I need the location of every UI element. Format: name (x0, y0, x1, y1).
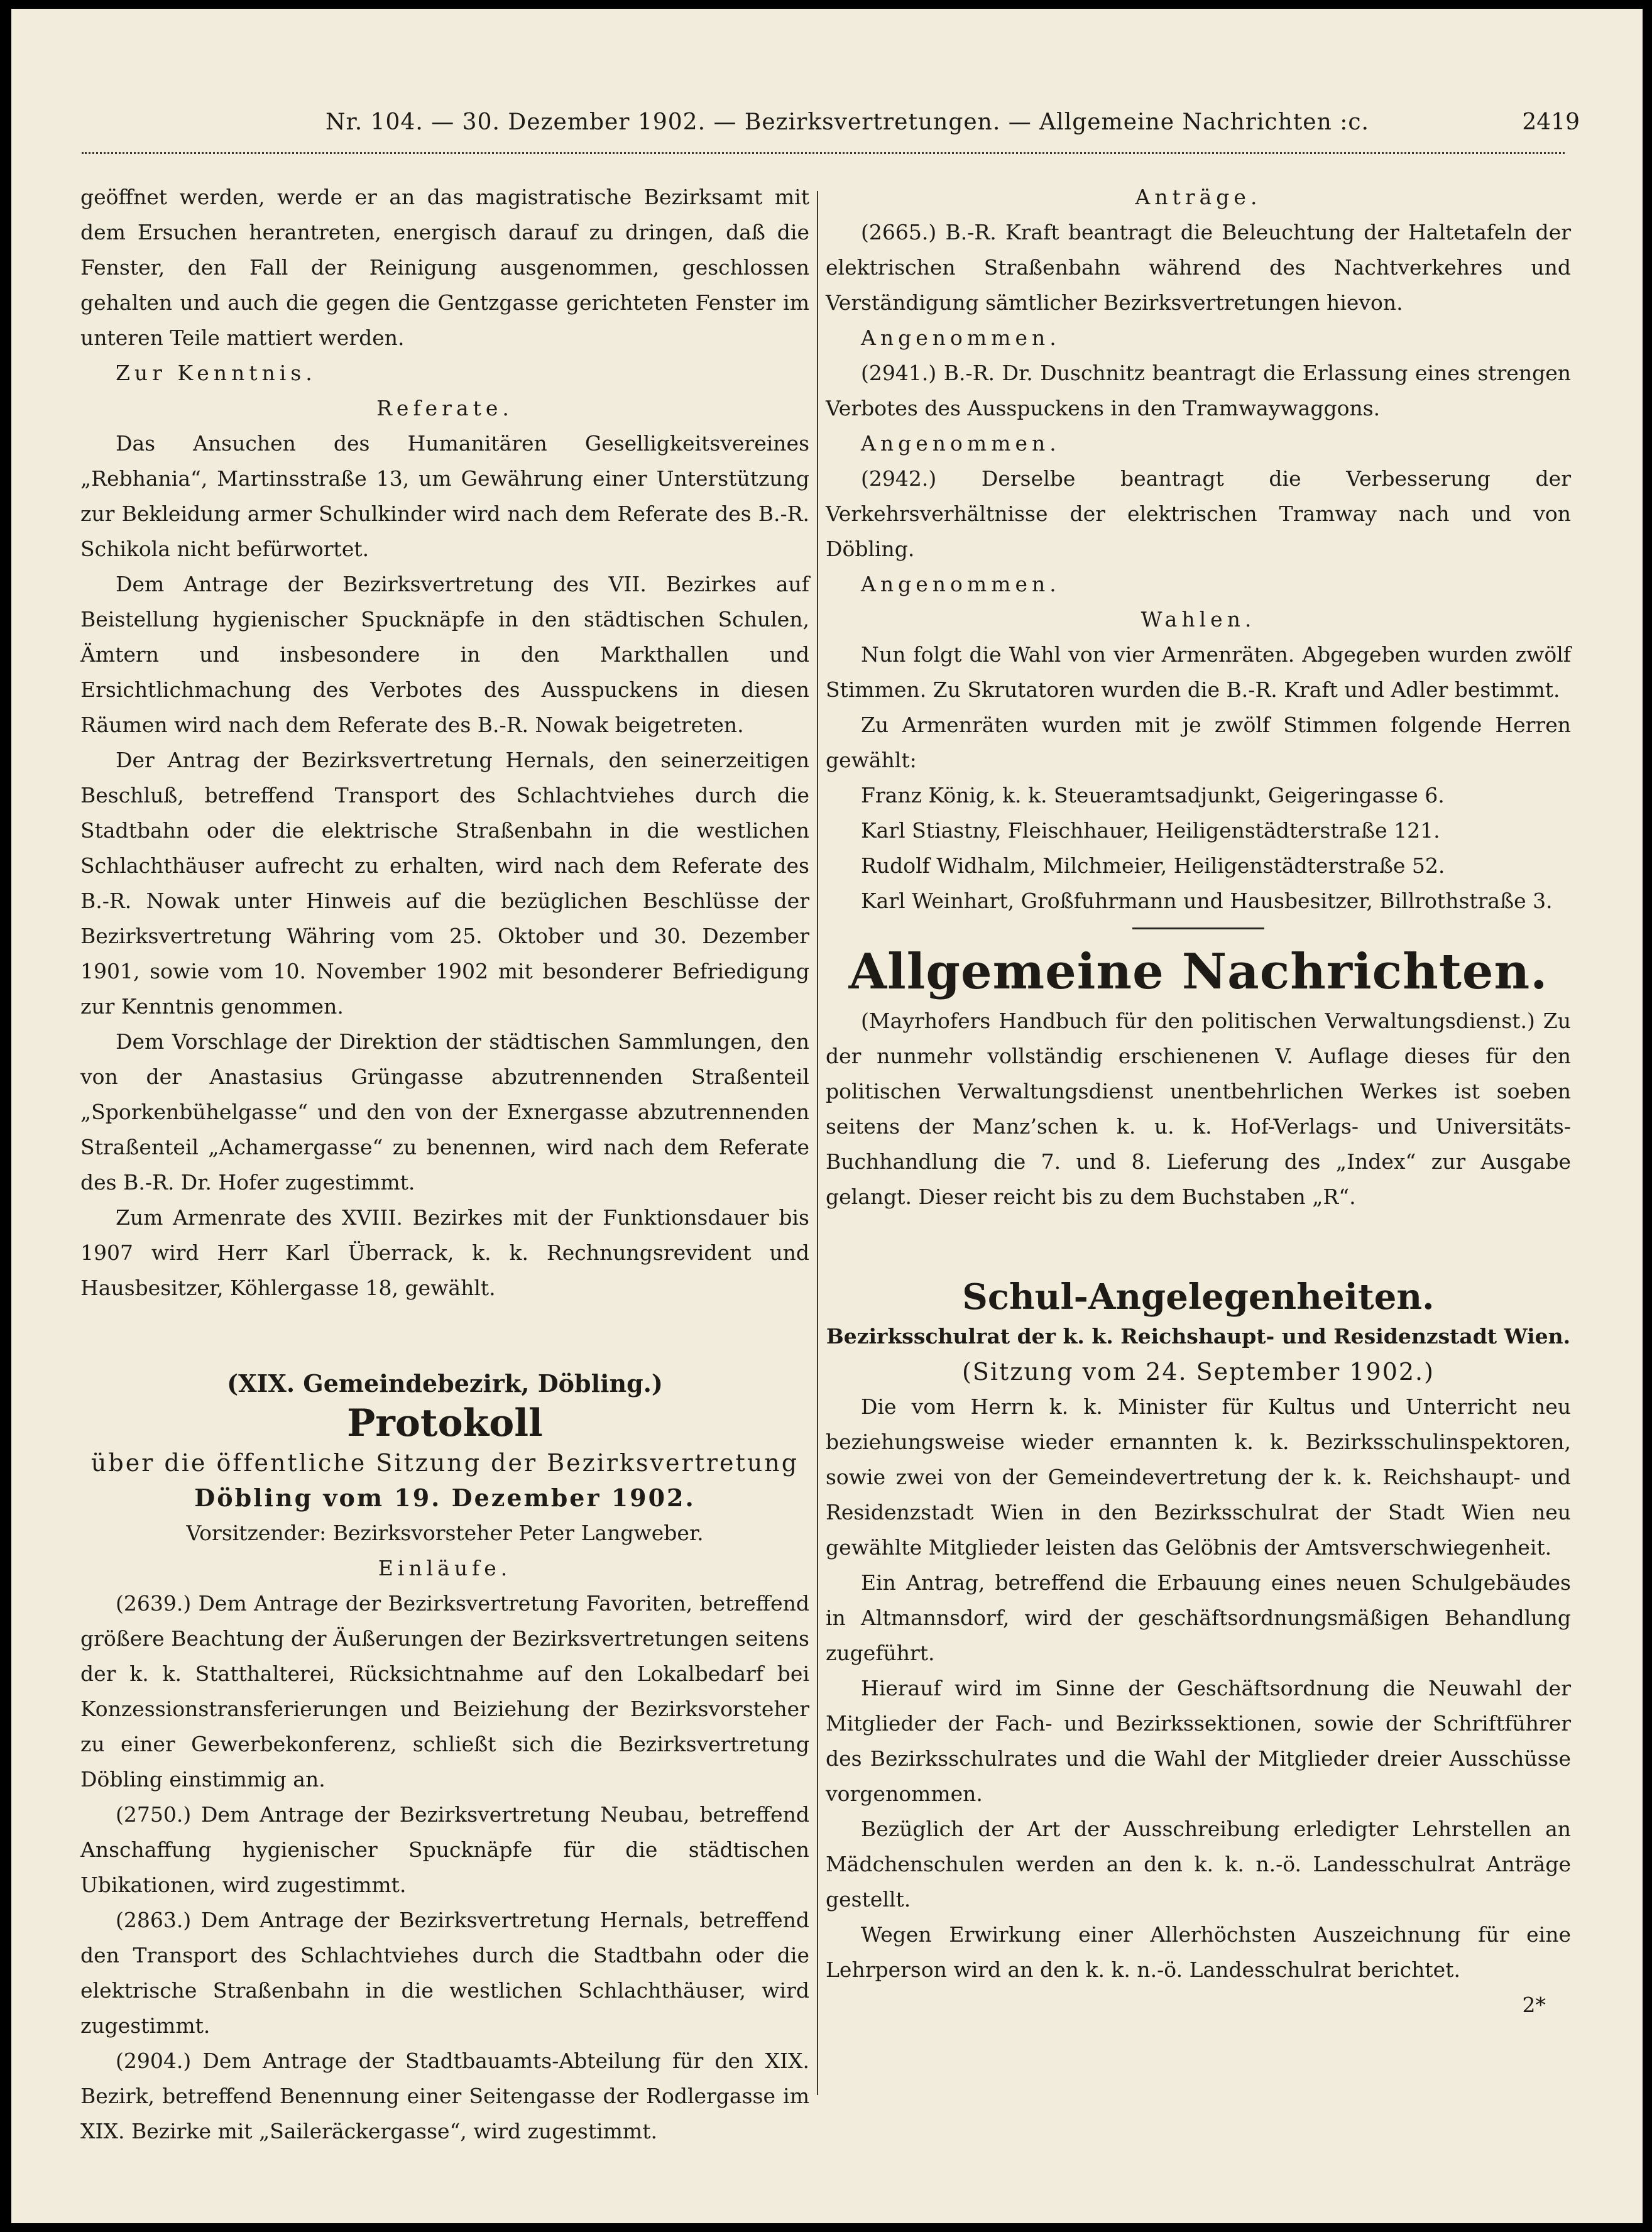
list-item: Karl Weinhart, Großfuhrmann und Hausbesitzer, Billrothstraße 3. (861, 889, 1553, 913)
right-column (826, 180, 1571, 2023)
paragraph: (Mayrhofers Handbuch für den politischen Verwaltungsdienst.) Zu der nunmehr vollständig erschienenen V. Auflage dieses für den politischen Verwaltungsdienst unentbehrlichen Werkes ist soeben seitens der Manz’schen k. u. k. Hof-Verlags- und Universitäts-Buchhandlung die 7. und 8. Lieferung des „Index“ zur Ausgabe gelangt. Dieser reicht bis zu dem Buchstaben „R“. (826, 1009, 1571, 1209)
page-header (11, 109, 1643, 147)
note-angenommen: Angenommen. (861, 326, 1061, 350)
paragraph: (2942.) Derselbe beantragt die Verbesserung der Verkehrsverhältnisse der elektrischen Tramway nach und von Döbling. (826, 466, 1571, 561)
paragraph: Nun folgt die Wahl von vier Armenräten. Abgegeben wurden zwölf Stimmen. Zu Skrutatoren wurden die B.-R. Kraft und Adler bestimmt. (826, 642, 1571, 702)
section-rule (1132, 927, 1264, 929)
paragraph: Die vom Herrn k. k. Minister für Kultus und Unterricht neu beziehungsweise wieder ernannten k. k. Bezirksschulinspektoren, sowie zwei von der Gemeindevertretung der k. k. Reichshaupt- und Residenzstadt Wien in den Bezirksschulrat der Stadt Wien neu gewählte Mitglieder leisten das Gelöbnis der Amtsverschwiegenheit. (826, 1394, 1571, 1560)
section-title-schul: Schul-Angelegenheiten. (962, 1276, 1435, 1318)
paragraph: (2863.) Dem Antrage der Bezirksvertretung Hernals, betreffend den Transport des Schlachtviehes durch die Stadtbahn oder die elektrische Straßenbahn in die westlichen Schlachthäuser, wird zugestimmt. (80, 1908, 809, 2038)
header-rule (82, 152, 1565, 154)
paragraph: (2639.) Dem Antrage der Bezirksvertretung Favoriten, betreffend größere Beachtung der Äußerungen der Bezirksvertretungen seitens der k. k. Statthalterei, Rücksichtnahme auf den Lokalbedarf bei Konzessionstransferierungen und Beiziehung der Bezirksvorsteher zu einer Gewerbekonferenz, schließt sich die Bezirksvertretung Döbling einstimmig an. (80, 1591, 809, 1792)
paragraph: (2904.) Dem Antrage der Stadtbauamts-Abteilung für den XIX. Bezirk, betreffend Benennung einer Seitengasse der Rodlergasse im XIX. Bezirke mit „Saileräckergasse“, wird zugestimmt. (80, 2049, 809, 2143)
paragraph: Bezüglich der Art der Ausschreibung erledigter Lehrstellen an Mädchenschulen werden an den k. k. n.-ö. Landesschulrat Anträge gestellt. (826, 1817, 1571, 1912)
paragraph: Der Antrag der Bezirksvertretung Hernals, den seinerzeitigen Beschluß, betreffend Transport des Schlachtviehes durch die Stadtbahn oder die elektrische Straßenbahn in die westlichen Schlachthäuser aufrecht zu erhalten, wird nach dem Referate des B.-R. Nowak unter Hinweis auf die bezüglichen Beschlüsse der Bezirksvertretung Währing vom 25. Oktober und 30. Dezember 1901, sowie vom 10. November 1902 mit besonderer Befriedigung zur Kenntnis genommen. (80, 748, 809, 1019)
paragraph: Hierauf wird im Sinne der Geschäftsordnung die Neuwahl der Mitglieder der Fach- und Bezirkssektionen, sowie der Schriftführer des Bezirksschulrates und die Wahl der Mitglieder dreier Ausschüsse vorgenommen. (826, 1676, 1571, 1806)
newspaper-page (11, 9, 1643, 2223)
protokoll-title: Protokoll (347, 1401, 543, 1445)
heading-antraege: Anträge. (1135, 185, 1262, 209)
column-divider (817, 191, 818, 2095)
list-item: Karl Stiastny, Fleischhauer, Heiligenstädterstraße 121. (861, 818, 1440, 843)
heading-einlaeufe: Einläufe. (378, 1556, 512, 1580)
paragraph: Zum Armenrate des XVIII. Bezirkes mit der Funktionsdauer bis 1907 wird Herr Karl Überrack, k. k. Rechnungsrevident und Hausbesitzer, Köhlergasse 18, gewählt. (80, 1205, 809, 1300)
paragraph: geöffnet werden, werde er an das magistratische Bezirksamt mit dem Ersuchen herantreten, energisch darauf zu dringen, daß die Fenster, den Fall der Reinigung ausgenommen, geschlossen gehalten und auch die gegen die Gentzgasse gerichteten Fenster im unteren Teile mattiert werden. (80, 185, 809, 350)
heading-referate: Referate. (376, 396, 513, 420)
note-zur-kenntnis: Zur Kenntnis. (116, 361, 317, 385)
paragraph: Das Ansuchen des Humanitären Geselligkeitsvereines „Rebhania“, Martinsstraße 13, um Gewährung einer Unterstützung zur Bekleidung armer Schulkinder wird nach dem Referate des B.-R. Schikola nicht befürwortet. (80, 431, 809, 561)
district-heading: (XIX. Gemeindebezirk, Döbling.) (227, 1369, 663, 1398)
sitting-date: (Sitzung vom 24. September 1902.) (962, 1358, 1435, 1386)
paragraph: Dem Antrage der Bezirksvertretung des VII. Bezirkes auf Beistellung hygienischer Spucknäpfe in den städtischen Schulen, Ämtern und insbesondere in den Markthallen und Ersichtlichmachung des Verbotes des Ausspuckens in diesen Räumen wird nach dem Referate des B.-R. Nowak beigetreten. (80, 572, 809, 737)
paragraph: Zu Armenräten wurden mit je zwölf Stimmen folgende Herren gewählt: (826, 713, 1571, 772)
running-head: Nr. 104. — 30. Dezember 1902. — Bezirksvertretungen. — Allgemeine Nachrichten :c. (325, 109, 1369, 135)
list-item: Franz König, k. k. Steueramtsadjunkt, Geigeringasse 6. (861, 783, 1445, 807)
left-column (80, 180, 809, 2149)
heading-wahlen: Wahlen. (1141, 607, 1256, 632)
note-angenommen: Angenommen. (861, 431, 1061, 456)
session-line: über die öffentliche Sitzung der Bezirksvertretung (90, 1449, 799, 1477)
paragraph: (2665.) B.-R. Kraft beantragt die Beleuchtung der Haltetafeln der elektrischen Straßenbahn während des Nachtverkehres und Verständigung sämtlicher Bezirksvertretungen hievon. (826, 220, 1571, 315)
paragraph: Ein Antrag, betreffend die Erbauung eines neuen Schulgebäudes in Altmannsdorf, wird der geschäftsordnungsmäßigen Behandlung zugeführt. (826, 1570, 1571, 1665)
signature-mark: 2* (1522, 1993, 1546, 2017)
paragraph: (2750.) Dem Antrage der Bezirksvertretung Neubau, betreffend Anschaffung hygienischer Spucknäpfe für die städtischen Ubikationen, wird zugestimmt. (80, 1802, 809, 1897)
elected-list (826, 778, 1571, 919)
page-number: 2419 (1522, 109, 1580, 135)
paragraph: Wegen Erwirkung einer Allerhöchsten Auszeichnung für eine Lehrperson wird an den k. k. n.-ö. Landesschulrat berichtet. (826, 1922, 1571, 1982)
section-title-nachrichten: Allgemeine Nachrichten. (848, 943, 1548, 1000)
paragraph: Dem Vorschlage der Direktion der städtischen Sammlungen, den von der Anastasius Grüngasse abzutrennenden Straßenteil „Sporkenbühelgasse“ und den von der Exnergasse abzutrennenden Straßenteil „Achamergasse“ zu benennen, wird nach dem Referate des B.-R. Dr. Hofer zugestimmt. (80, 1029, 809, 1195)
chair-line: Vorsitzender: Bezirksvorsteher Peter Langweber. (186, 1521, 704, 1545)
board-heading: Bezirksschulrat der k. k. Reichshaupt- und Residenzstadt Wien. (826, 1324, 1571, 1348)
paragraph: (2941.) B.-R. Dr. Duschnitz beantragt die Erlassung eines strengen Verbotes des Ausspuckens in den Tramwaywaggons. (826, 361, 1571, 420)
session-date: Döbling vom 19. Dezember 1902. (194, 1484, 696, 1512)
list-item: Rudolf Widhalm, Milchmeier, Heiligenstädterstraße 52. (861, 853, 1445, 878)
note-angenommen: Angenommen. (861, 572, 1061, 596)
